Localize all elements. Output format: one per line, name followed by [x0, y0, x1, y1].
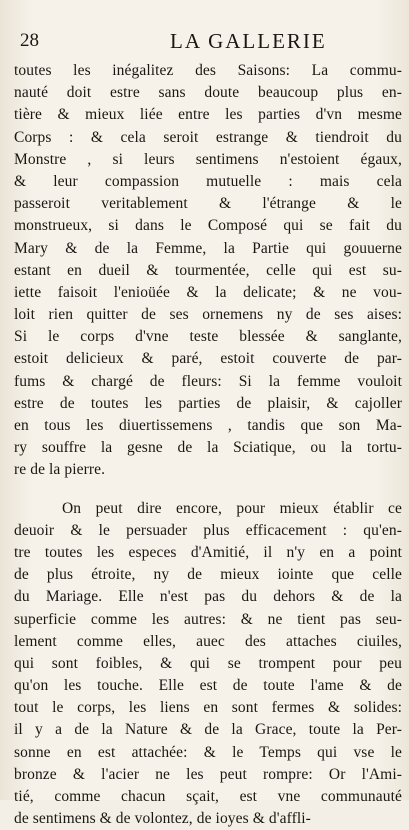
- text-line: ry souffre la gesne de la Sciatique, ou la tortu-: [14, 439, 402, 457]
- text-line: & leur compassion mutuelle : mais cela: [14, 172, 402, 190]
- text-line: fums & chargé de fleurs: Si la femme vouloit: [14, 372, 402, 390]
- text-line: deuoir & le persuader plus efficacement : qu'en-: [14, 521, 402, 539]
- text-line: qui sont foibles, & qui se trompent pour peu: [14, 654, 402, 672]
- paragraph: [14, 60, 402, 482]
- text-line: de sentimens & de volontez, de ioyes & d'affli-: [14, 810, 311, 828]
- text-line: tre toutes les especes d'Amitié, il n'y en a point: [14, 543, 402, 561]
- text-line: Monstre , si leurs sentimens n'estoient égaux,: [14, 150, 402, 168]
- text-line: du Mariage. Elle n'est pas du dehors & de la: [14, 588, 402, 606]
- running-head: LA GALLERIE: [170, 29, 327, 53]
- text-line: nauté doit estre sans doute beaucoup plus en-: [14, 84, 402, 102]
- text-line: Si le corps d'vne teste blessée & sanglante,: [14, 328, 402, 346]
- text-line: tié, comme chacun sçait, est vne communauté: [14, 788, 402, 805]
- text-line: estre de toutes les parties de plaisir, & cajoller: [14, 394, 402, 412]
- text-line: qu'on les touche. Elle est de toute l'ame & de: [14, 677, 402, 695]
- text-line: tière & mieux liée entre les parties d'vn mesme: [14, 106, 402, 124]
- text-line: iette faisoit l'enioüée & la delicate; & ne vou-: [14, 283, 402, 301]
- text-line: superficie comme les autres: & ne tient pas seu-: [14, 610, 402, 628]
- text-line: re de la pierre.: [14, 461, 106, 479]
- text-line: toutes les inégalitez des Saisons: La commu-: [14, 62, 402, 79]
- text-line: lement comme elles, auec des attaches ciuiles,: [14, 632, 402, 650]
- page-body: [14, 60, 402, 830]
- page-number: 28: [20, 30, 39, 51]
- text-line: estoit delicieux & paré, estoit couverte de par-: [14, 350, 402, 368]
- text-line: de plus étroite, ny de mieux iointe que celle: [14, 566, 402, 584]
- paragraph-gap: [14, 482, 402, 498]
- text-line: passeroit veritablement & l'étrange & le: [14, 195, 402, 213]
- text-line: Mary & de la Femme, la Partie qui gouuerne: [14, 239, 402, 257]
- page-header: [20, 28, 400, 54]
- text-line: en tous les diuertissemens , tandis que son Ma-: [14, 417, 402, 434]
- text-line: estant en dueil & tourmentée, celle qui est su-: [14, 261, 402, 279]
- text-line: monstrueux, si dans le Composé qui se fait du: [14, 217, 402, 235]
- paragraph: [14, 498, 402, 830]
- text-line: bronze & l'acier ne les peut rompre: Or l'Ami-: [14, 765, 402, 783]
- text-line: On peut dire encore, pour mieux établir ce: [62, 499, 402, 517]
- text-line: tout le corps, les liens en sont fermes & solides:: [14, 699, 402, 717]
- text-line: il y a de la Nature & de la Grace, toute la Per-: [14, 721, 402, 739]
- text-line: sonne en est attachée: & le Temps qui vse le: [14, 743, 402, 761]
- text-line: loit rien quitter de ses ornemens ny de ses aises:: [14, 306, 402, 324]
- text-line: Corps : & cela seroit estrange & tiendroit du: [14, 128, 402, 146]
